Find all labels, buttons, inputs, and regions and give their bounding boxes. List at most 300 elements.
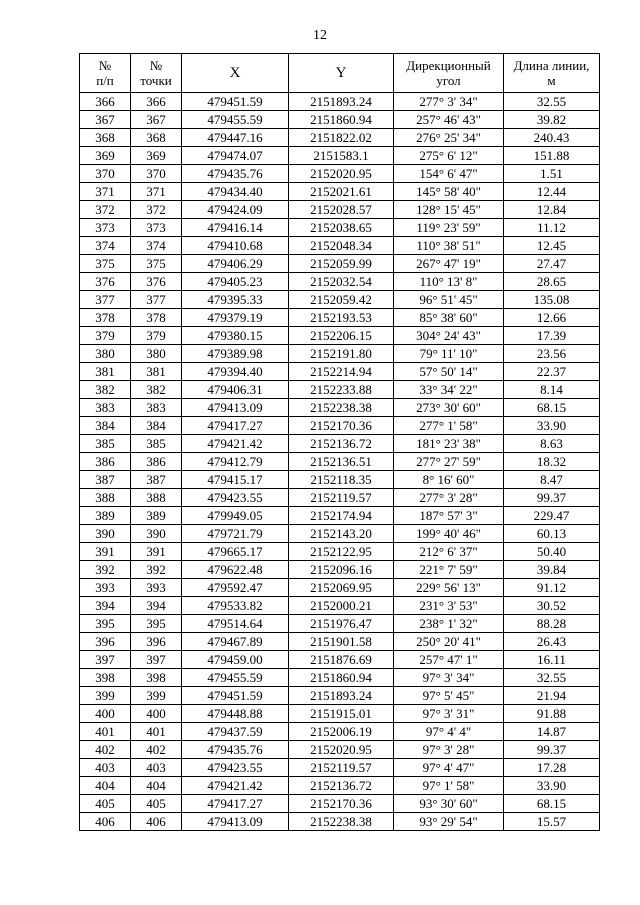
cell-point-number: 399 bbox=[131, 687, 182, 705]
cell-line-length: 8.47 bbox=[504, 471, 600, 489]
table-row bbox=[80, 237, 600, 255]
cell-line-length: 18.32 bbox=[504, 453, 600, 471]
cell-x: 479380.15 bbox=[182, 327, 289, 345]
table-row bbox=[80, 399, 600, 417]
header-row-number-line2: п/п bbox=[96, 73, 114, 88]
cell-direction-angle: 187° 57' 3" bbox=[394, 507, 504, 525]
cell-direction-angle: 276° 25' 34" bbox=[394, 129, 504, 147]
cell-y: 2152028.57 bbox=[289, 201, 394, 219]
cell-row-number: 394 bbox=[80, 597, 131, 615]
cell-y: 2152059.99 bbox=[289, 255, 394, 273]
cell-line-length: 12.45 bbox=[504, 237, 600, 255]
cell-point-number: 380 bbox=[131, 345, 182, 363]
cell-y: 2152206.15 bbox=[289, 327, 394, 345]
cell-point-number: 372 bbox=[131, 201, 182, 219]
cell-line-length: 8.14 bbox=[504, 381, 600, 399]
cell-point-number: 389 bbox=[131, 507, 182, 525]
cell-point-number: 381 bbox=[131, 363, 182, 381]
cell-direction-angle: 181° 23' 38" bbox=[394, 435, 504, 453]
cell-line-length: 11.12 bbox=[504, 219, 600, 237]
cell-y: 2152020.95 bbox=[289, 165, 394, 183]
cell-line-length: 99.37 bbox=[504, 489, 600, 507]
cell-point-number: 378 bbox=[131, 309, 182, 327]
table-row bbox=[80, 219, 600, 237]
cell-line-length: 12.84 bbox=[504, 201, 600, 219]
cell-point-number: 392 bbox=[131, 561, 182, 579]
header-point-number-line1: № bbox=[149, 58, 163, 73]
cell-point-number: 387 bbox=[131, 471, 182, 489]
cell-x: 479455.59 bbox=[182, 111, 289, 129]
table-row bbox=[80, 579, 600, 597]
table-row bbox=[80, 165, 600, 183]
header-line-length-line2: м bbox=[547, 73, 556, 88]
table-row bbox=[80, 111, 600, 129]
cell-x: 479423.55 bbox=[182, 759, 289, 777]
table-row bbox=[80, 723, 600, 741]
cell-y: 2151860.94 bbox=[289, 111, 394, 129]
cell-row-number: 395 bbox=[80, 615, 131, 633]
cell-line-length: 17.39 bbox=[504, 327, 600, 345]
table-row bbox=[80, 759, 600, 777]
cell-point-number: 382 bbox=[131, 381, 182, 399]
cell-direction-angle: 97° 1' 58" bbox=[394, 777, 504, 795]
cell-point-number: 396 bbox=[131, 633, 182, 651]
header-line-length-line1: Длина линии, bbox=[513, 58, 590, 73]
cell-point-number: 373 bbox=[131, 219, 182, 237]
cell-direction-angle: 267° 47' 19" bbox=[394, 255, 504, 273]
cell-point-number: 400 bbox=[131, 705, 182, 723]
cell-line-length: 91.12 bbox=[504, 579, 600, 597]
cell-y: 2152170.36 bbox=[289, 795, 394, 813]
header-direction-angle-line1: Дирекционный bbox=[406, 58, 491, 73]
table-row bbox=[80, 615, 600, 633]
cell-line-length: 50.40 bbox=[504, 543, 600, 561]
cell-line-length: 151.88 bbox=[504, 147, 600, 165]
cell-point-number: 371 bbox=[131, 183, 182, 201]
cell-row-number: 391 bbox=[80, 543, 131, 561]
cell-direction-angle: 277° 3' 28" bbox=[394, 489, 504, 507]
cell-y: 2151893.24 bbox=[289, 687, 394, 705]
cell-row-number: 385 bbox=[80, 435, 131, 453]
cell-x: 479405.23 bbox=[182, 273, 289, 291]
cell-point-number: 394 bbox=[131, 597, 182, 615]
header-point-number-line2: точки bbox=[140, 73, 172, 88]
cell-row-number: 397 bbox=[80, 651, 131, 669]
cell-line-length: 60.13 bbox=[504, 525, 600, 543]
header-point-number bbox=[131, 54, 182, 93]
table-row bbox=[80, 327, 600, 345]
cell-point-number: 368 bbox=[131, 129, 182, 147]
cell-row-number: 374 bbox=[80, 237, 131, 255]
cell-row-number: 368 bbox=[80, 129, 131, 147]
cell-x: 479424.09 bbox=[182, 201, 289, 219]
cell-row-number: 390 bbox=[80, 525, 131, 543]
cell-y: 2152214.94 bbox=[289, 363, 394, 381]
table-row bbox=[80, 651, 600, 669]
cell-direction-angle: 212° 6' 37" bbox=[394, 543, 504, 561]
cell-point-number: 391 bbox=[131, 543, 182, 561]
cell-y: 2151822.02 bbox=[289, 129, 394, 147]
cell-x: 479434.40 bbox=[182, 183, 289, 201]
cell-y: 2152020.95 bbox=[289, 741, 394, 759]
cell-point-number: 386 bbox=[131, 453, 182, 471]
cell-direction-angle: 8° 16' 60" bbox=[394, 471, 504, 489]
cell-point-number: 401 bbox=[131, 723, 182, 741]
cell-direction-angle: 110° 13' 8" bbox=[394, 273, 504, 291]
cell-x: 479533.82 bbox=[182, 597, 289, 615]
header-x: X bbox=[182, 54, 289, 93]
table-row bbox=[80, 471, 600, 489]
cell-row-number: 376 bbox=[80, 273, 131, 291]
cell-y: 2152191.80 bbox=[289, 345, 394, 363]
cell-direction-angle: 93° 30' 60" bbox=[394, 795, 504, 813]
cell-point-number: 376 bbox=[131, 273, 182, 291]
cell-line-length: 14.87 bbox=[504, 723, 600, 741]
cell-line-length: 8.63 bbox=[504, 435, 600, 453]
header-row-number bbox=[80, 54, 131, 93]
cell-row-number: 383 bbox=[80, 399, 131, 417]
cell-x: 479412.79 bbox=[182, 453, 289, 471]
cell-x: 479421.42 bbox=[182, 435, 289, 453]
table-row bbox=[80, 633, 600, 651]
cell-x: 479394.40 bbox=[182, 363, 289, 381]
coordinates-table bbox=[79, 53, 600, 831]
cell-y: 2152048.34 bbox=[289, 237, 394, 255]
cell-y: 2152006.19 bbox=[289, 723, 394, 741]
cell-x: 479423.55 bbox=[182, 489, 289, 507]
cell-point-number: 402 bbox=[131, 741, 182, 759]
cell-row-number: 393 bbox=[80, 579, 131, 597]
table-row bbox=[80, 687, 600, 705]
cell-x: 479592.47 bbox=[182, 579, 289, 597]
table-row bbox=[80, 93, 600, 111]
cell-line-length: 135.08 bbox=[504, 291, 600, 309]
cell-direction-angle: 304° 24' 43" bbox=[394, 327, 504, 345]
cell-direction-angle: 97° 5' 45" bbox=[394, 687, 504, 705]
table-header bbox=[80, 54, 600, 93]
cell-line-length: 23.56 bbox=[504, 345, 600, 363]
cell-x: 479379.19 bbox=[182, 309, 289, 327]
cell-row-number: 370 bbox=[80, 165, 131, 183]
cell-point-number: 369 bbox=[131, 147, 182, 165]
table-row bbox=[80, 291, 600, 309]
cell-row-number: 369 bbox=[80, 147, 131, 165]
cell-direction-angle: 145° 58' 40" bbox=[394, 183, 504, 201]
cell-point-number: 377 bbox=[131, 291, 182, 309]
table-row bbox=[80, 705, 600, 723]
cell-row-number: 403 bbox=[80, 759, 131, 777]
cell-row-number: 384 bbox=[80, 417, 131, 435]
cell-line-length: 91.88 bbox=[504, 705, 600, 723]
cell-row-number: 386 bbox=[80, 453, 131, 471]
cell-row-number: 372 bbox=[80, 201, 131, 219]
table-row bbox=[80, 561, 600, 579]
cell-point-number: 405 bbox=[131, 795, 182, 813]
cell-point-number: 404 bbox=[131, 777, 182, 795]
table-row bbox=[80, 669, 600, 687]
table-row bbox=[80, 129, 600, 147]
cell-direction-angle: 238° 1' 32" bbox=[394, 615, 504, 633]
cell-x: 479514.64 bbox=[182, 615, 289, 633]
cell-x: 479395.33 bbox=[182, 291, 289, 309]
cell-line-length: 12.44 bbox=[504, 183, 600, 201]
table-row bbox=[80, 813, 600, 831]
cell-row-number: 399 bbox=[80, 687, 131, 705]
header-y: Y bbox=[289, 54, 394, 93]
cell-line-length: 22.37 bbox=[504, 363, 600, 381]
cell-row-number: 373 bbox=[80, 219, 131, 237]
cell-x: 479417.27 bbox=[182, 417, 289, 435]
cell-line-length: 68.15 bbox=[504, 399, 600, 417]
cell-x: 479448.88 bbox=[182, 705, 289, 723]
table-row bbox=[80, 489, 600, 507]
cell-line-length: 17.28 bbox=[504, 759, 600, 777]
table-row bbox=[80, 309, 600, 327]
cell-row-number: 404 bbox=[80, 777, 131, 795]
table-row bbox=[80, 345, 600, 363]
cell-y: 2151893.24 bbox=[289, 93, 394, 111]
cell-row-number: 381 bbox=[80, 363, 131, 381]
cell-direction-angle: 110° 38' 51" bbox=[394, 237, 504, 255]
cell-x: 479437.59 bbox=[182, 723, 289, 741]
cell-direction-angle: 97° 3' 34" bbox=[394, 669, 504, 687]
cell-x: 479421.42 bbox=[182, 777, 289, 795]
cell-y: 2152119.57 bbox=[289, 489, 394, 507]
cell-x: 479435.76 bbox=[182, 165, 289, 183]
table-row bbox=[80, 507, 600, 525]
cell-y: 2152238.38 bbox=[289, 813, 394, 831]
cell-direction-angle: 221° 7' 59" bbox=[394, 561, 504, 579]
cell-y: 2152059.42 bbox=[289, 291, 394, 309]
table-row bbox=[80, 597, 600, 615]
cell-row-number: 401 bbox=[80, 723, 131, 741]
cell-point-number: 403 bbox=[131, 759, 182, 777]
cell-direction-angle: 128° 15' 45" bbox=[394, 201, 504, 219]
cell-direction-angle: 96° 51' 45" bbox=[394, 291, 504, 309]
table-row bbox=[80, 453, 600, 471]
cell-direction-angle: 57° 50' 14" bbox=[394, 363, 504, 381]
cell-y: 2152174.94 bbox=[289, 507, 394, 525]
cell-point-number: 385 bbox=[131, 435, 182, 453]
cell-row-number: 389 bbox=[80, 507, 131, 525]
cell-line-length: 33.90 bbox=[504, 417, 600, 435]
cell-line-length: 32.55 bbox=[504, 93, 600, 111]
cell-direction-angle: 97° 3' 28" bbox=[394, 741, 504, 759]
cell-y: 2152136.72 bbox=[289, 777, 394, 795]
cell-direction-angle: 33° 34' 22" bbox=[394, 381, 504, 399]
cell-x: 479622.48 bbox=[182, 561, 289, 579]
cell-row-number: 398 bbox=[80, 669, 131, 687]
cell-y: 2152119.57 bbox=[289, 759, 394, 777]
cell-row-number: 367 bbox=[80, 111, 131, 129]
cell-point-number: 375 bbox=[131, 255, 182, 273]
table-row bbox=[80, 273, 600, 291]
cell-x: 479451.59 bbox=[182, 687, 289, 705]
cell-row-number: 396 bbox=[80, 633, 131, 651]
table-row bbox=[80, 435, 600, 453]
cell-line-length: 32.55 bbox=[504, 669, 600, 687]
cell-x: 479474.07 bbox=[182, 147, 289, 165]
cell-line-length: 240.43 bbox=[504, 129, 600, 147]
cell-y: 2152136.72 bbox=[289, 435, 394, 453]
cell-y: 2152032.54 bbox=[289, 273, 394, 291]
table-row bbox=[80, 381, 600, 399]
table-row bbox=[80, 417, 600, 435]
cell-row-number: 377 bbox=[80, 291, 131, 309]
table-row bbox=[80, 363, 600, 381]
cell-direction-angle: 199° 40' 46" bbox=[394, 525, 504, 543]
cell-direction-angle: 85° 38' 60" bbox=[394, 309, 504, 327]
table-row bbox=[80, 255, 600, 273]
cell-y: 2151860.94 bbox=[289, 669, 394, 687]
cell-row-number: 406 bbox=[80, 813, 131, 831]
cell-y: 2152193.53 bbox=[289, 309, 394, 327]
cell-direction-angle: 277° 3' 34" bbox=[394, 93, 504, 111]
cell-point-number: 390 bbox=[131, 525, 182, 543]
cell-x: 479451.59 bbox=[182, 93, 289, 111]
cell-direction-angle: 97° 4' 4" bbox=[394, 723, 504, 741]
cell-y: 2152038.65 bbox=[289, 219, 394, 237]
cell-line-length: 39.82 bbox=[504, 111, 600, 129]
cell-direction-angle: 231° 3' 53" bbox=[394, 597, 504, 615]
cell-point-number: 388 bbox=[131, 489, 182, 507]
cell-row-number: 366 bbox=[80, 93, 131, 111]
cell-line-length: 39.84 bbox=[504, 561, 600, 579]
cell-x: 479459.00 bbox=[182, 651, 289, 669]
cell-x: 479417.27 bbox=[182, 795, 289, 813]
cell-direction-angle: 97° 3' 31" bbox=[394, 705, 504, 723]
cell-y: 2152069.95 bbox=[289, 579, 394, 597]
cell-direction-angle: 257° 47' 1" bbox=[394, 651, 504, 669]
cell-y: 2151976.47 bbox=[289, 615, 394, 633]
cell-x: 479467.89 bbox=[182, 633, 289, 651]
table-row bbox=[80, 777, 600, 795]
header-direction-angle bbox=[394, 54, 504, 93]
cell-row-number: 388 bbox=[80, 489, 131, 507]
cell-direction-angle: 229° 56' 13" bbox=[394, 579, 504, 597]
cell-line-length: 27.47 bbox=[504, 255, 600, 273]
cell-line-length: 229.47 bbox=[504, 507, 600, 525]
cell-y: 2151915.01 bbox=[289, 705, 394, 723]
cell-x: 479406.31 bbox=[182, 381, 289, 399]
cell-x: 479447.16 bbox=[182, 129, 289, 147]
cell-x: 479455.59 bbox=[182, 669, 289, 687]
cell-x: 479416.14 bbox=[182, 219, 289, 237]
table-row bbox=[80, 795, 600, 813]
cell-direction-angle: 257° 46' 43" bbox=[394, 111, 504, 129]
cell-line-length: 88.28 bbox=[504, 615, 600, 633]
cell-row-number: 405 bbox=[80, 795, 131, 813]
cell-x: 479435.76 bbox=[182, 741, 289, 759]
cell-direction-angle: 277° 1' 58" bbox=[394, 417, 504, 435]
cell-row-number: 387 bbox=[80, 471, 131, 489]
cell-point-number: 395 bbox=[131, 615, 182, 633]
cell-row-number: 379 bbox=[80, 327, 131, 345]
cell-line-length: 68.15 bbox=[504, 795, 600, 813]
cell-y: 2152122.95 bbox=[289, 543, 394, 561]
header-direction-angle-line2: угол bbox=[436, 73, 461, 88]
table-row bbox=[80, 183, 600, 201]
table-row bbox=[80, 525, 600, 543]
cell-point-number: 379 bbox=[131, 327, 182, 345]
cell-point-number: 374 bbox=[131, 237, 182, 255]
cell-point-number: 384 bbox=[131, 417, 182, 435]
cell-x: 479415.17 bbox=[182, 471, 289, 489]
cell-direction-angle: 250° 20' 41" bbox=[394, 633, 504, 651]
cell-x: 479410.68 bbox=[182, 237, 289, 255]
cell-x: 479389.98 bbox=[182, 345, 289, 363]
cell-x: 479949.05 bbox=[182, 507, 289, 525]
cell-direction-angle: 93° 29' 54" bbox=[394, 813, 504, 831]
cell-y: 2152170.36 bbox=[289, 417, 394, 435]
cell-y: 2151583.1 bbox=[289, 147, 394, 165]
cell-line-length: 26.43 bbox=[504, 633, 600, 651]
cell-y: 2152096.16 bbox=[289, 561, 394, 579]
cell-y: 2152021.61 bbox=[289, 183, 394, 201]
cell-line-length: 99.37 bbox=[504, 741, 600, 759]
header-row bbox=[80, 54, 600, 93]
table-row bbox=[80, 543, 600, 561]
cell-y: 2151901.58 bbox=[289, 633, 394, 651]
cell-line-length: 30.52 bbox=[504, 597, 600, 615]
cell-row-number: 371 bbox=[80, 183, 131, 201]
cell-y: 2152136.51 bbox=[289, 453, 394, 471]
cell-y: 2152238.38 bbox=[289, 399, 394, 417]
cell-point-number: 406 bbox=[131, 813, 182, 831]
cell-line-length: 28.65 bbox=[504, 273, 600, 291]
table-body bbox=[80, 93, 600, 831]
cell-y: 2152143.20 bbox=[289, 525, 394, 543]
table-row bbox=[80, 147, 600, 165]
cell-row-number: 402 bbox=[80, 741, 131, 759]
cell-x: 479413.09 bbox=[182, 813, 289, 831]
cell-point-number: 370 bbox=[131, 165, 182, 183]
cell-row-number: 375 bbox=[80, 255, 131, 273]
table-row bbox=[80, 201, 600, 219]
cell-row-number: 400 bbox=[80, 705, 131, 723]
cell-line-length: 1.51 bbox=[504, 165, 600, 183]
cell-y: 2152000.21 bbox=[289, 597, 394, 615]
cell-direction-angle: 119° 23' 59" bbox=[394, 219, 504, 237]
cell-point-number: 367 bbox=[131, 111, 182, 129]
cell-row-number: 380 bbox=[80, 345, 131, 363]
cell-y: 2152233.88 bbox=[289, 381, 394, 399]
cell-point-number: 398 bbox=[131, 669, 182, 687]
cell-direction-angle: 97° 4' 47" bbox=[394, 759, 504, 777]
cell-x: 479406.29 bbox=[182, 255, 289, 273]
cell-row-number: 378 bbox=[80, 309, 131, 327]
cell-y: 2152118.35 bbox=[289, 471, 394, 489]
cell-point-number: 397 bbox=[131, 651, 182, 669]
cell-direction-angle: 275° 6' 12" bbox=[394, 147, 504, 165]
header-row-number-line1: № bbox=[98, 58, 112, 73]
cell-line-length: 16.11 bbox=[504, 651, 600, 669]
cell-x: 479721.79 bbox=[182, 525, 289, 543]
table-row bbox=[80, 741, 600, 759]
header-line-length bbox=[504, 54, 600, 93]
cell-point-number: 366 bbox=[131, 93, 182, 111]
cell-direction-angle: 154° 6' 47" bbox=[394, 165, 504, 183]
cell-line-length: 21.94 bbox=[504, 687, 600, 705]
cell-point-number: 393 bbox=[131, 579, 182, 597]
cell-x: 479413.09 bbox=[182, 399, 289, 417]
cell-x: 479665.17 bbox=[182, 543, 289, 561]
cell-line-length: 33.90 bbox=[504, 777, 600, 795]
cell-point-number: 383 bbox=[131, 399, 182, 417]
cell-line-length: 12.66 bbox=[504, 309, 600, 327]
cell-direction-angle: 79° 11' 10" bbox=[394, 345, 504, 363]
cell-row-number: 392 bbox=[80, 561, 131, 579]
